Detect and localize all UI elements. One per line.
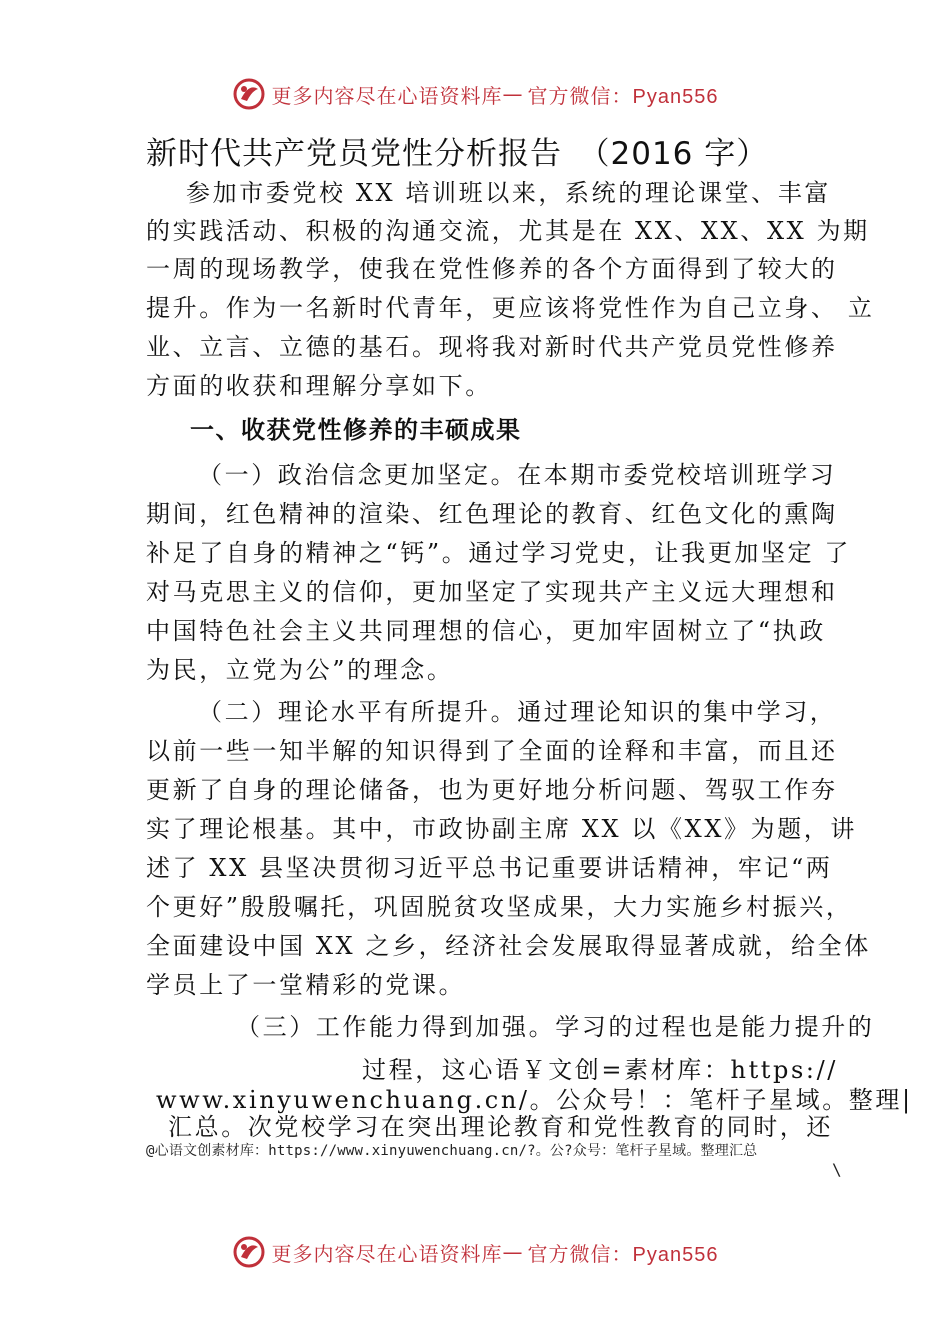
body-line: 中国特色社会主义共同理想的信心，更加牢固树立了“执政: [146, 617, 826, 645]
brand-logo-icon: [232, 1235, 266, 1269]
body-line: 学员上了一堂精彩的党课。: [146, 971, 466, 999]
body-line: 的实践活动、积极的沟通交流，尤其是在 XX、XX、XX 为期: [146, 217, 870, 245]
bottom-banner: [0, 1232, 950, 1272]
body-line: 实了理论根基。其中，市政协副主席 XX 以《XX》为题，讲: [146, 815, 857, 843]
body-line: www.xinyuwenchuang.cn/。公众号！：笔杆子星域。整理|: [156, 1086, 913, 1114]
body-line: （二）理论水平有所提升。通过理论知识的集中学习，: [198, 698, 837, 726]
body-line: 方面的收获和理解分享如下。: [146, 372, 492, 400]
banner-text: 更多内容尽在心语资料库: [271, 83, 503, 108]
body-line: 全面建设中国 XX 之乡，经济社会发展取得显著成就，给全体: [146, 932, 871, 960]
body-line: 对马克思主义的信仰，更加坚定了实现共产主义远大理想和: [146, 578, 838, 606]
body-line: 参加市委党校 XX 培训班以来，系统的理论课堂、丰富: [186, 179, 832, 207]
body-line: 更新了自身的理论储备，也为更好地分析问题、驾驭工作夯: [146, 776, 838, 804]
banner-wechat: 官方微信：Pyan556: [527, 85, 719, 108]
top-banner: [0, 74, 950, 114]
body-line: 一周的现场教学，使我在党性修养的各个方面得到了较大的: [146, 255, 838, 283]
body-line: 个更好”殷殷嘱托，巩固脱贫攻坚成果，大力实施乡村振兴，: [146, 893, 853, 921]
banner-text: 更多内容尽在心语资料库: [271, 1241, 503, 1266]
body-line: 补足了自身的精神之“钙”。通过学习党史，让我更加坚定 了: [146, 539, 851, 567]
watermark-text: @心语文创素材库：https://www.xinyuwenchuang.cn/?。公?众号：笔杆子星域。整理汇总: [146, 1143, 758, 1159]
body-line: 提升。作为一名新时代青年，更应该将党性作为自己立身、 立: [146, 294, 875, 322]
document-title: 新时代共产党员党性分析报告 （2016 字）: [146, 136, 769, 172]
banner-separator: —: [502, 1240, 524, 1264]
body-line: 述了 XX 县坚决贯彻习近平总书记重要讲话精神，牢记“两: [146, 854, 833, 882]
body-line: 为民，立党为公”的理念。: [146, 656, 454, 684]
banner-wechat: 官方微信：Pyan556: [527, 1243, 719, 1266]
body-line: 期间，红色精神的渲染、红色理论的教育、红色文化的熏陶: [146, 500, 838, 528]
body-line: （一）政治信念更加坚定。在本期市委党校培训班学习: [198, 461, 837, 489]
body-line: 过程，这心语￥文创=素材库：https://: [362, 1056, 838, 1084]
body-line: （三）工作能力得到加强。学习的过程也是能力提升的: [236, 1013, 875, 1041]
section-heading: 一、收获党性修养的丰硕成果: [190, 416, 522, 444]
body-line: 以前一些一知半解的知识得到了全面的诠释和丰富，而且还: [146, 737, 838, 765]
body-line: 汇总。次党校学习在突出理论教育和党性教育的同时，还: [168, 1113, 833, 1141]
body-line: 业、立言、立德的基石。现将我对新时代共产党员党性修养: [146, 333, 838, 361]
watermark-tail: \: [832, 1160, 842, 1179]
brand-logo-icon: [232, 77, 266, 111]
banner-separator: —: [502, 82, 524, 106]
